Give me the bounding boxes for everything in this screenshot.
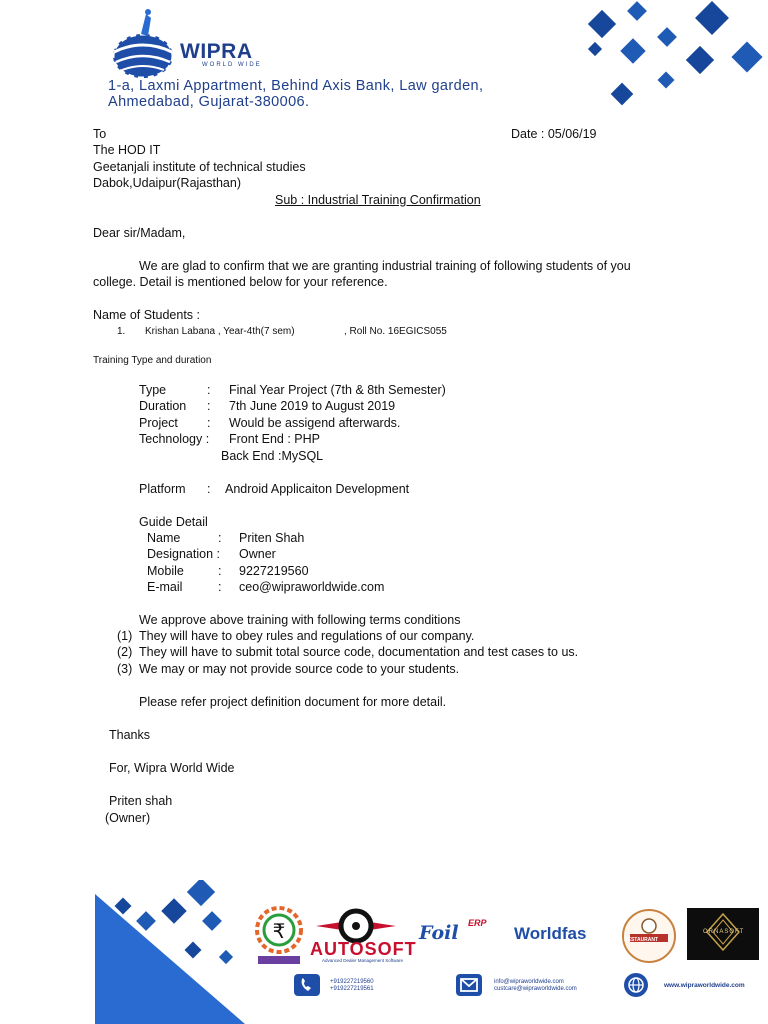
mail-icon bbox=[456, 974, 482, 996]
brand-subtitle: WORLD WIDE bbox=[202, 62, 262, 68]
letter-subject: Sub : Industrial Training Confirmation bbox=[275, 193, 481, 207]
wipra-globe-logo-icon bbox=[108, 8, 178, 80]
to-label: To bbox=[93, 127, 107, 141]
worldfas-logo-text: Worldfas bbox=[514, 924, 587, 943]
salutation: Dear sir/Madam, bbox=[93, 226, 186, 240]
website-url: www.wipraworldwide.com bbox=[664, 982, 745, 989]
colon: : bbox=[207, 416, 211, 430]
training-heading: Training Type and duration bbox=[93, 355, 212, 366]
autosoft-tagline: Advanced Dealer Management Software bbox=[322, 958, 404, 963]
project-label: Project bbox=[139, 416, 178, 430]
colon: : bbox=[207, 482, 211, 496]
students-heading: Name of Students : bbox=[93, 308, 201, 322]
frontend-value: Front End : PHP bbox=[229, 432, 321, 446]
signatory-name: Priten shah bbox=[109, 794, 173, 808]
project-value: Would be assigend afterwards. bbox=[229, 416, 401, 430]
phone-number: +919227219560 bbox=[330, 979, 374, 985]
duration-value: 7th June 2019 to August 2019 bbox=[229, 399, 396, 413]
type-label: Type bbox=[139, 383, 167, 397]
ornasoft-logo-text: ORNASOFT bbox=[703, 929, 745, 935]
autosoft-logo-text: AUTOSOFT bbox=[310, 939, 417, 959]
for-company: For, Wipra World Wide bbox=[109, 761, 235, 775]
letter-date: Date : 05/06/19 bbox=[511, 127, 597, 141]
term-number: (1) bbox=[117, 629, 133, 643]
thanks: Thanks bbox=[109, 728, 150, 742]
guide-heading: Guide Detail bbox=[139, 515, 208, 529]
designation-value: Owner bbox=[239, 547, 276, 561]
colon: : bbox=[207, 383, 211, 397]
type-value: Final Year Project (7th & 8th Semester) bbox=[229, 383, 446, 397]
term-text: We may or may not provide source code to your students. bbox=[139, 662, 460, 676]
recipient-line: Dabok,Udaipur(Rajasthan) bbox=[93, 176, 241, 190]
colon: : bbox=[218, 564, 222, 578]
restaurant-chef-logo-icon bbox=[618, 906, 680, 964]
restaurant-logo-text: RESTAURANT bbox=[624, 937, 659, 943]
address-line-1: 1-a, Laxmi Appartment, Behind Axis Bank, Law garden, bbox=[108, 78, 484, 94]
student-name: Krishan Labana , Year-4th(7 sem) bbox=[145, 326, 295, 337]
terms-intro: We approve above training with following terms conditions bbox=[139, 613, 461, 627]
guide-name: Priten Shah bbox=[239, 531, 305, 545]
intro-paragraph-line: college. Detail is mentioned below for your reference. bbox=[93, 275, 388, 289]
ornasoft-logo-icon bbox=[687, 908, 759, 960]
contact-email: info@wipraworldwide.com bbox=[494, 979, 564, 985]
guide-name-label: Name bbox=[147, 531, 181, 545]
term-text: They will have to submit total source code, documentation and test cases to us. bbox=[139, 645, 579, 659]
phone-icon bbox=[294, 974, 320, 996]
mobile-label: Mobile bbox=[147, 564, 184, 578]
mobile-value: 9227219560 bbox=[239, 564, 309, 578]
foil-logo-text: Foil bbox=[419, 922, 459, 944]
brand-name: WIPRA bbox=[180, 40, 253, 63]
email-value: ceo@wipraworldwide.com bbox=[239, 580, 385, 594]
money-logo-icon bbox=[252, 904, 306, 966]
globe-icon bbox=[624, 973, 648, 997]
intro-paragraph-line: We are glad to confirm that we are granting industrial training of following students of you bbox=[139, 259, 631, 273]
footer-diamond-pattern bbox=[95, 880, 255, 1024]
colon: : bbox=[218, 580, 222, 594]
student-roll-number: , Roll No. 16EGICS055 bbox=[344, 326, 447, 337]
address-line-2: Ahmedabad, Gujarat-380006. bbox=[108, 94, 310, 110]
contact-email: custcare@wipraworldwide.com bbox=[494, 986, 577, 992]
refer-note: Please refer project definition document for more detail. bbox=[139, 695, 447, 709]
phone-number: +919227219561 bbox=[330, 986, 374, 992]
term-text: They will have to obey rules and regulations of our company. bbox=[139, 629, 475, 643]
technology-label: Technology : bbox=[139, 432, 210, 446]
signatory-role: (Owner) bbox=[105, 811, 151, 825]
svg-text:₹: ₹ bbox=[272, 919, 286, 943]
term-number: (3) bbox=[117, 662, 133, 676]
email-label: E-mail bbox=[147, 580, 183, 594]
recipient-line: Geetanjali institute of technical studies bbox=[93, 160, 306, 174]
term-number: (2) bbox=[117, 645, 133, 659]
colon: : bbox=[218, 531, 222, 545]
student-number: 1. bbox=[117, 326, 126, 337]
platform-label: Platform bbox=[139, 482, 186, 496]
platform-value: Android Applicaiton Development bbox=[225, 482, 410, 496]
duration-label: Duration bbox=[139, 399, 187, 413]
recipient-line: The HOD IT bbox=[93, 143, 161, 157]
colon: : bbox=[207, 399, 211, 413]
designation-label: Designation : bbox=[147, 547, 220, 561]
backend-value: Back End :MySQL bbox=[221, 449, 324, 463]
foil-erp-text: ERP bbox=[468, 918, 487, 928]
